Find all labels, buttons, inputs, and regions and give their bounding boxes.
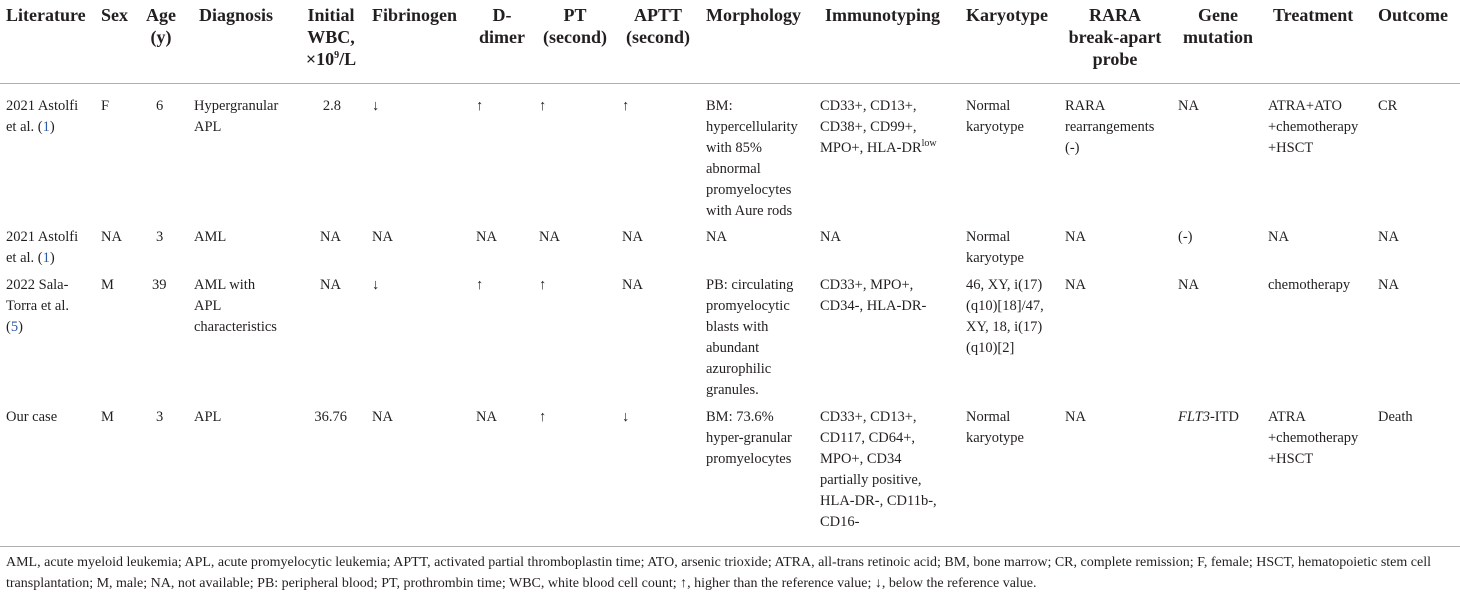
table-row-1-karyotype: Normal karyotype <box>966 98 1024 135</box>
table-row-4-gene-mutation: FLT3-ITD <box>1178 409 1239 425</box>
header-rara-probe: RARA break-apart probe <box>1068 5 1162 69</box>
table-row-2-outcome: NA <box>1378 229 1399 245</box>
table-row-1-aptt: ↑ <box>622 98 630 114</box>
table-row-1-literature: 2021 Astolfi et al. (1) <box>6 98 79 135</box>
table-row-1-sex: F <box>101 98 110 114</box>
table-row-4-pt: ↑ <box>539 409 547 425</box>
table-row-2-treatment: NA <box>1268 229 1289 245</box>
table-row-4-literature: Our case <box>6 409 58 425</box>
header-fibrinogen: Fibrinogen <box>372 5 458 25</box>
header-outcome: Outcome <box>1378 5 1448 25</box>
table-row-1-treatment: ATRA+ATO +chemotherapy +HSCT <box>1268 98 1359 156</box>
header-wbc-unit: $\times 10^9/L$ <box>305 49 357 69</box>
table-bottom-divider <box>0 546 1460 547</box>
table-row-3-wbc: NA <box>320 277 341 293</box>
table-row-3-fibrinogen: ↓ <box>372 277 380 293</box>
header-karyotype: Karyotype <box>966 5 1048 25</box>
table-row-3-gene-mutation: NA <box>1178 277 1199 293</box>
table-row-2-fibrinogen: NA <box>372 229 393 245</box>
table-row-1-age: 6 <box>156 98 164 114</box>
table-row-1-morphology: BM: hypercellularity with 85% abnormal promyelocytes with Aure rods <box>706 98 798 219</box>
table-row-2-literature: 2021 Astolfi et al. (1) <box>6 229 79 266</box>
table-row-3-sex: M <box>101 277 114 293</box>
header-age: Age (y) <box>146 5 176 47</box>
citation-link[interactable]: 1 <box>42 250 50 266</box>
table-row-2-rara: NA <box>1065 229 1086 245</box>
table-row-3-pt: ↑ <box>539 277 547 293</box>
header-literature: Literature <box>6 5 86 25</box>
table-row-3-treatment: chemotherapy <box>1268 277 1351 293</box>
table-row-3-d-dimer: ↑ <box>476 277 484 293</box>
header-gene-mutation: Gene mutation <box>1182 5 1253 47</box>
table-row-4-age: 3 <box>156 409 164 425</box>
table-row-3-diagnosis: AML with APL characteristics <box>194 277 277 335</box>
header-morphology: Morphology <box>706 5 802 25</box>
header-wbc-label: Initial WBC, <box>307 5 355 47</box>
table-row-1-pt: ↑ <box>539 98 547 114</box>
table-row-2-sex: NA <box>101 229 122 245</box>
table-row-4-immunotyping: CD33+, CD13+, CD117, CD64+, MPO+, CD34 partially positive, HLA-DR-, CD11b-, CD16- <box>820 409 937 530</box>
table-footnote: AML, acute myeloid leukemia; APL, acute promyelocytic leukemia; APTT, activated partial thromboplastin time; ATO, arsenic trioxide; ATRA, all-trans retinoic acid; BM, bone marrow; CR, complete remission; F, female; HSCT, hematopoietic stem cell transplantation; M, male; NA, not available; PB: peripheral blood; PT, prothrombin time; WBC, white blood cell count; ↑, higher than the reference value; ↓, below the reference value. <box>6 555 1431 591</box>
table-row-2-karyotype: Normal karyotype <box>966 229 1024 266</box>
table-row-2-d-dimer: NA <box>476 229 497 245</box>
table-row-4-aptt: ↓ <box>622 409 630 425</box>
table-row-3-age: 39 <box>152 277 167 293</box>
table-row-4-morphology: BM: 73.6% hyper-granular promyelocytes <box>706 409 792 467</box>
table-row-1-d-dimer: ↑ <box>476 98 484 114</box>
table-row-1-immunotyping: CD33+, CD13+, CD38+, CD99+, MPO+, HLA-$DR^{low}$ <box>820 98 937 156</box>
table-row-3-aptt: NA <box>622 277 643 293</box>
header-immunotyping: Immunotyping <box>825 5 941 25</box>
citation-link[interactable]: 5 <box>10 319 19 335</box>
table-row-4-d-dimer: NA <box>476 409 497 425</box>
table-row-4-treatment: ATRA +chemotherapy +HSCT <box>1268 409 1359 467</box>
table-row-2-morphology: NA <box>706 229 727 245</box>
table-row-4-rara: NA <box>1065 409 1086 425</box>
table-row-1-wbc: 2.8 <box>322 98 341 114</box>
citation-link[interactable]: 1 <box>42 119 50 135</box>
table-row-2-age: 3 <box>156 229 164 245</box>
table-row-4-karyotype: Normal karyotype <box>966 409 1024 446</box>
header-d-dimer: D- dimer <box>479 5 525 47</box>
table-row-2-pt: NA <box>539 229 560 245</box>
table-row-2-gene-mutation: (-) <box>1178 229 1193 245</box>
table-row-1-outcome: CR <box>1378 98 1398 114</box>
table-row-1-diagnosis: Hypergranular APL <box>194 98 279 135</box>
header-diagnosis: Diagnosis <box>199 5 274 25</box>
table-row-2-wbc: NA <box>320 229 341 245</box>
header-sex: Sex <box>101 5 128 25</box>
header-treatment: Treatment <box>1273 5 1354 25</box>
table-row-3-rara: NA <box>1065 277 1086 293</box>
header-pt: PT (second) <box>543 5 607 47</box>
table-row-1-rara: RARA rearrangements (-) <box>1065 98 1155 156</box>
table-row-2-immunotyping: NA <box>820 229 841 245</box>
header-aptt: APTT (second) <box>626 5 690 47</box>
header-divider <box>0 83 1460 84</box>
table-row-2-aptt: NA <box>622 229 643 245</box>
table-row-4-fibrinogen: NA <box>372 409 393 425</box>
table-row-3-morphology: PB: circulating promyelocytic blasts with abundant azurophilic granules. <box>706 277 794 398</box>
table-row-4-diagnosis: APL <box>194 409 222 425</box>
table-row-4-wbc: 36.76 <box>314 409 347 425</box>
header-initial-wbc <box>296 4 366 70</box>
table-row-3-outcome: NA <box>1378 277 1399 293</box>
table-row-3-literature: 2022 Sala- Torra et al. (5) <box>6 277 69 335</box>
table-row-1-fibrinogen: ↓ <box>372 98 380 114</box>
table-row-3-immunotyping: CD33+, MPO+, CD34-, HLA-DR- <box>820 277 927 314</box>
table-row-4-outcome: Death <box>1378 409 1413 425</box>
table-row-3-karyotype: 46, XY, i(17) (q10)[18]/47, XY, 18, i(17) (q10)[2] <box>966 277 1044 356</box>
table-row-2-diagnosis: AML <box>194 229 227 245</box>
table-row-4-sex: M <box>101 409 114 425</box>
table-row-1-gene-mutation: NA <box>1178 98 1199 114</box>
